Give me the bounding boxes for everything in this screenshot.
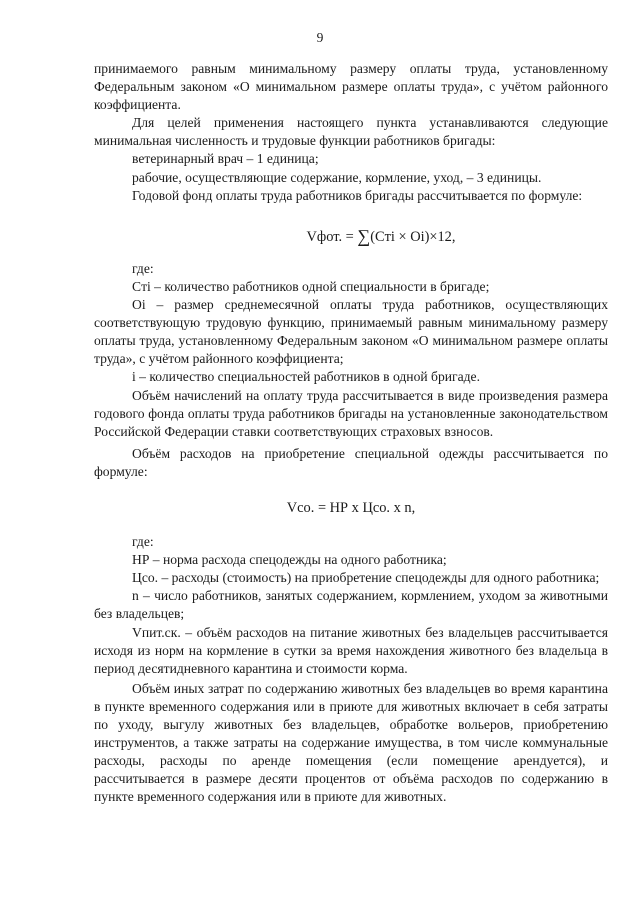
formula-wage-fund (94, 205, 608, 260)
paragraph-payroll-charges: Объём начислений на оплату труда рассчитывается в виде произведения размера годового фонда оплаты труда работников бригады на установленные законодательством Российской Федерации ставки соответствующих страховых взносов. (94, 387, 608, 439)
definition-tsso: Цсо. – расходы (стоимость) на приобретение спецодежды для одного работника; (132, 570, 600, 586)
paragraph-continuation: принимаемого равным минимальному размеру оплаты труда, установленному Федеральным законом «О минимальном размере оплаты труда», с учётом районного коэффициента. (94, 61, 608, 113)
list-item-vet: ветеринарный врач – 1 единица; (132, 151, 319, 167)
paragraph-clothing-expenses: Объём расходов на приобретение специальной одежды рассчитывается по формуле: (94, 445, 608, 479)
definition-vpit: Vпит.ск. – объём расходов на питание животных без владельцев рассчитывается исходя из норм на кормление в сутки за время нахождения животного без владельца в период десятидневного карантина и стоимости корма. (94, 624, 608, 676)
page-number: 9 (316, 30, 324, 45)
definition-oi: Oi – размер среднемесячной оплаты труда работников, осуществляющих соответствующую трудовую функцию, принимаемый равным минимальному размеру оплаты труда, установленному Федеральным законом «О минимальном размере оплаты труда», с учётом районного коэффициента; (94, 297, 608, 367)
paragraph-wage-fund: Годовой фонд оплаты труда работников бригады рассчитывается по формуле: (132, 187, 583, 203)
where-label: где: (132, 260, 154, 276)
paragraph-team-composition: Для целей применения настоящего пункта устанавливаются следующие минимальная численность и трудовые функции работников бригады: (94, 115, 608, 149)
document-body (94, 60, 608, 806)
where-label-2: где: (132, 534, 154, 550)
formula-wage-fund-right: (Cтi × Oi)×12, (370, 228, 456, 245)
definition-cti: Cтi – количество работников одной специальности в бригаде; (132, 278, 490, 294)
paragraph-other-costs: Объём иных затрат по содержанию животных без владельцев во время карантина в пункте временного содержания или в приюте для животных включает в себя затраты по уходу, выгулу животных без владельцев, обработке вольеров, приобретению инструментов, а также затраты на содержание имущества, в том числе коммунальные расходы, расходы по аренде помещения (если помещение арендуется), и рассчитывается в размере десяти процентов от объёма расходов по содержанию в пункте временного содержания или в приюте для животных. (94, 680, 608, 805)
formula-wage-fund-left: Vфот. = (306, 228, 358, 245)
definition-hr: НР – норма расхода спецодежды на одного работника; (132, 552, 447, 568)
sum-symbol: ∑ (357, 225, 371, 246)
list-item-workers: рабочие, осуществляющие содержание, кормление, уход, – 3 единицы. (132, 169, 542, 185)
definition-n: n – число работников, занятых содержанием, кормлением, уходом за животными без владельцев; (94, 588, 608, 622)
formula-clothing: Vсо. = НР х Цсо. х n, (286, 499, 416, 516)
definition-i: i – количество специальностей работников в одной бригаде. (132, 369, 480, 385)
